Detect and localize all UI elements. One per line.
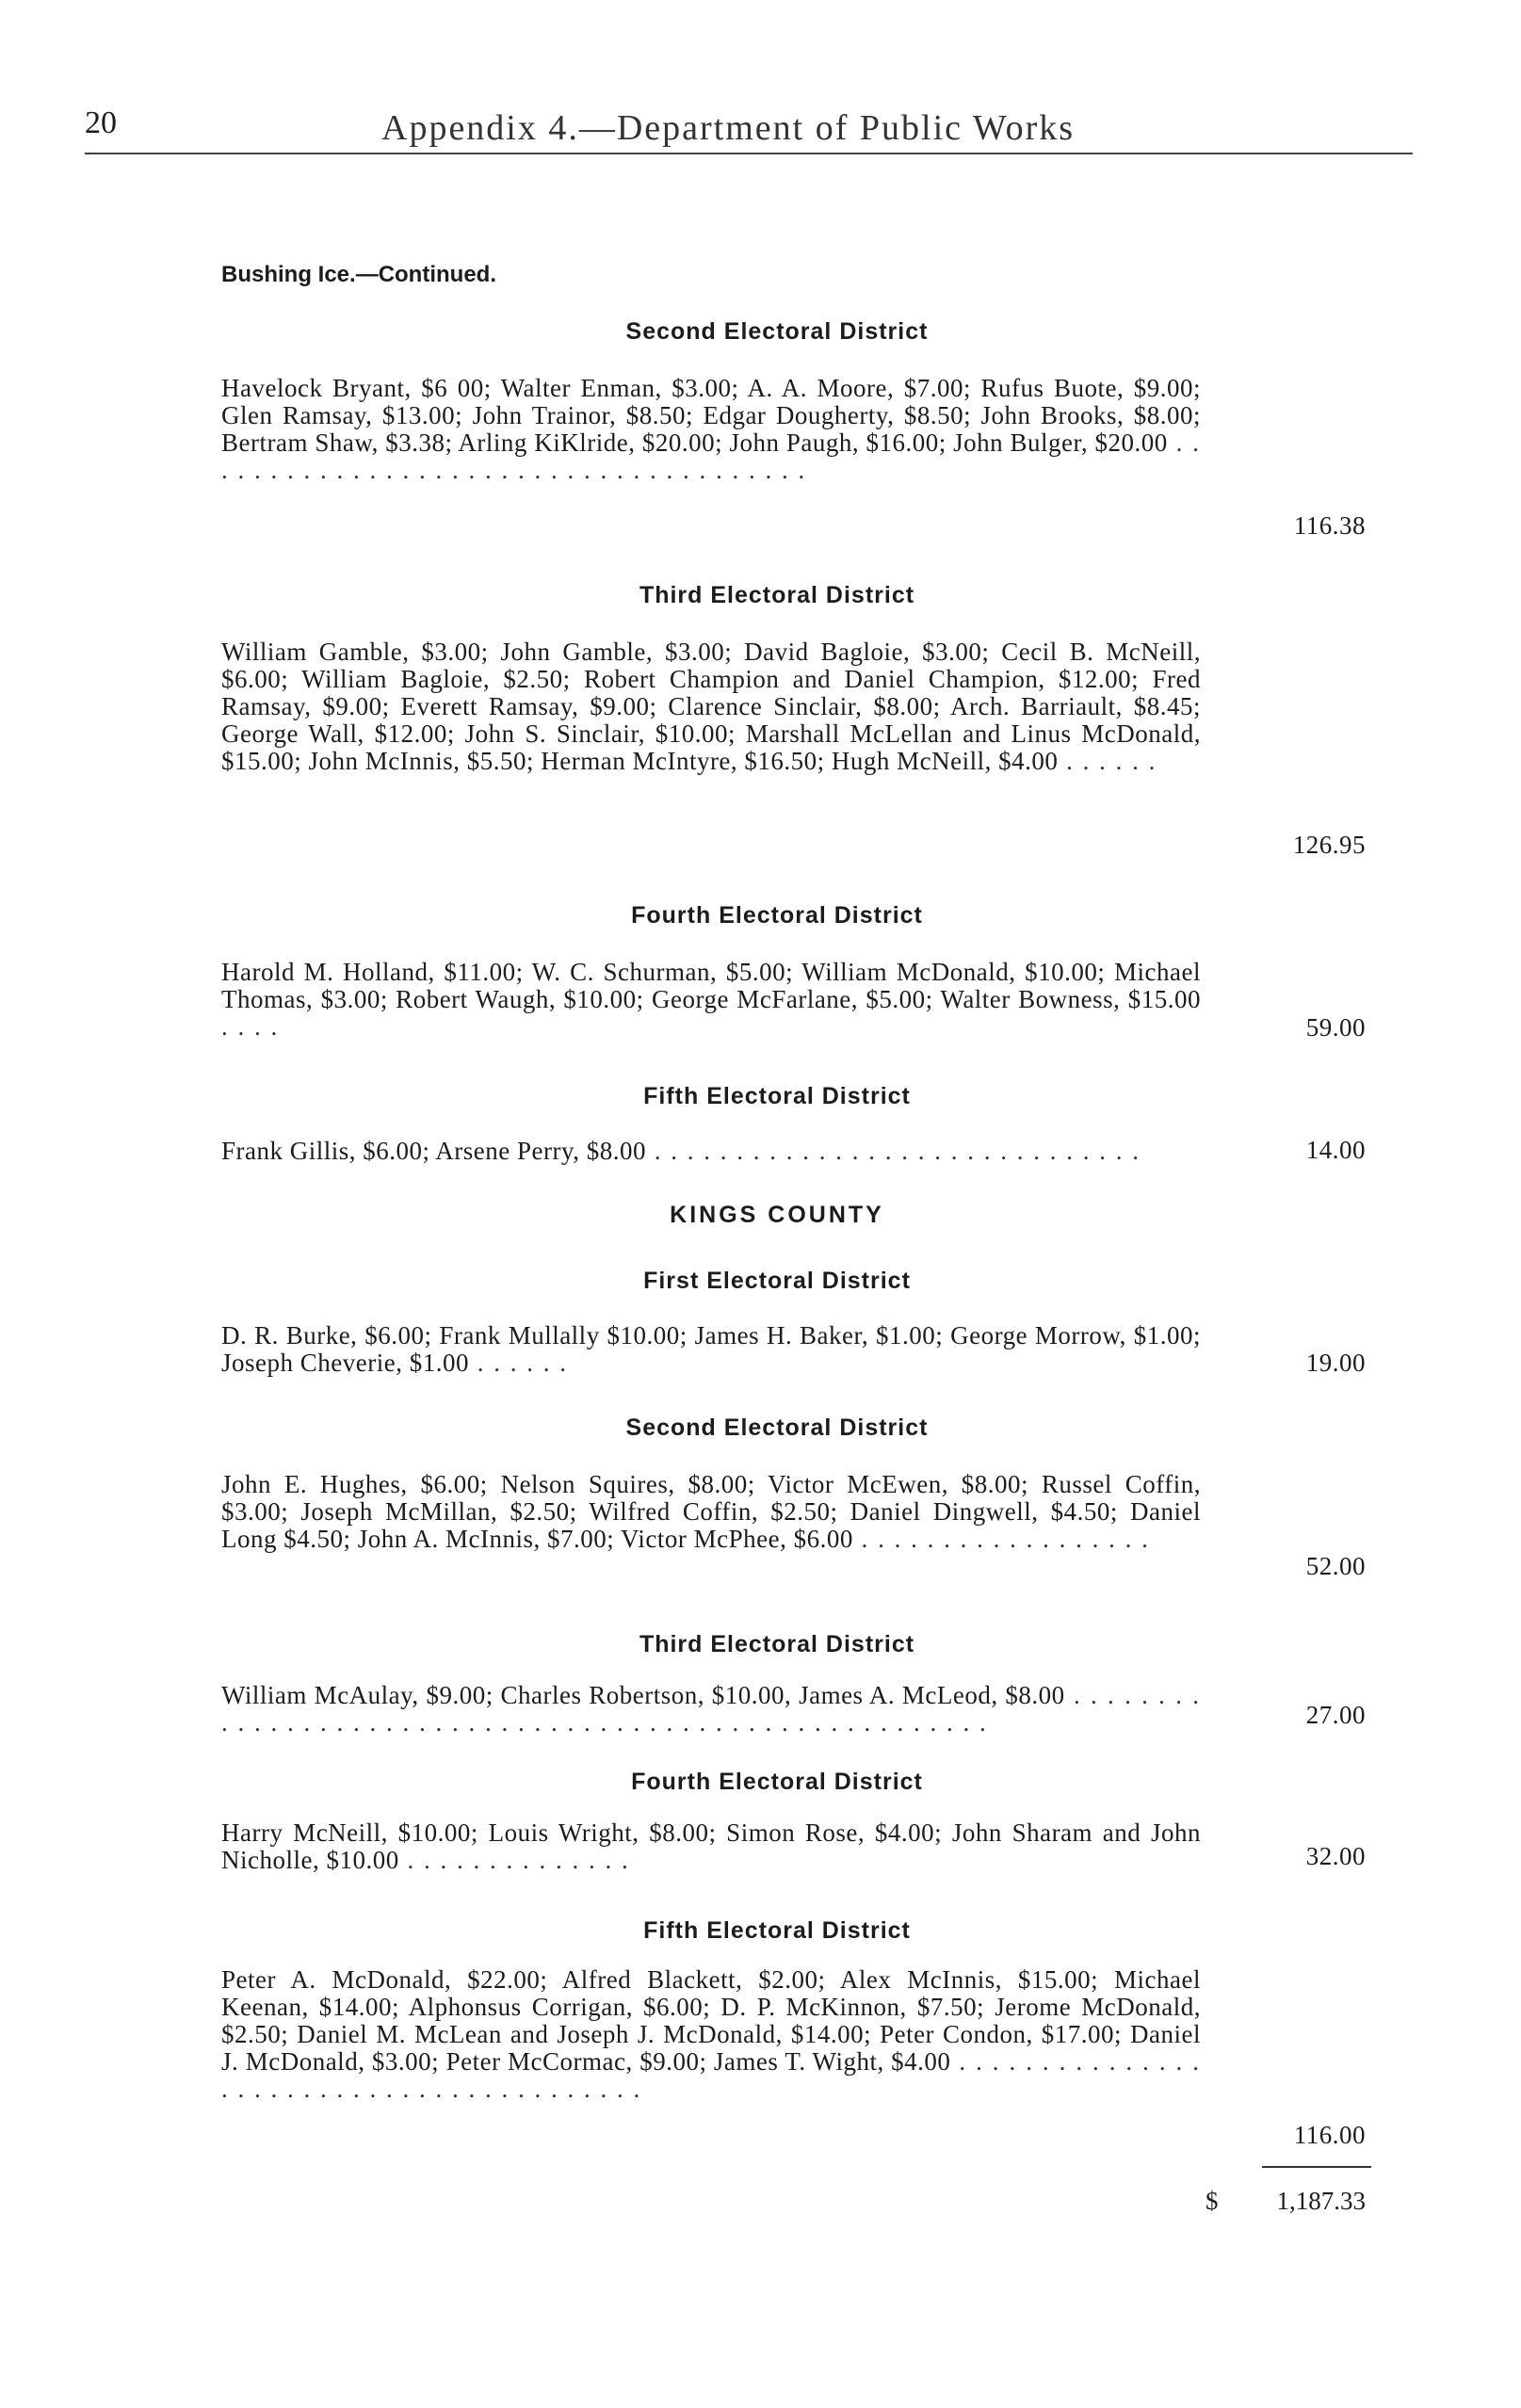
- running-head: Appendix 4.—Department of Public Works: [381, 108, 1076, 148]
- entry-amount: 19.00: [1305, 1349, 1366, 1377]
- dot-leader: . . . . . . . . . . . . . . . . . . . . . . . . . . . . . . . . . . . . . . . . .: [221, 2047, 1201, 2103]
- total-rule: [1262, 2166, 1371, 2168]
- entry-names: William McAulay, $9.00; Charles Robertson, $10.00, James A. McLeod, $8.00: [221, 1681, 1065, 1709]
- total-currency: $: [1205, 2187, 1219, 2215]
- county-heading: KINGS COUNTY: [670, 1202, 884, 1228]
- page-header: [85, 105, 1413, 154]
- entry-names: Harold M. Holland, $11.00; W. C. Schurman, $5.00; William McDonald, $10.00; Michael Thomas, $3.00; Robert Waugh, $10.00; George McFarlane, $5.00; Walter Bowness, $15.00: [221, 958, 1201, 1013]
- section-heading: Third Electoral District: [639, 582, 915, 608]
- section-heading: Third Electoral District: [639, 1631, 915, 1657]
- dot-leader: . . . . . . . . . . . . . . . . . . . . . . . . . . . . . .: [645, 1137, 1141, 1165]
- entry-amount: 27.00: [1305, 1701, 1366, 1729]
- section-heading: Fifth Electoral District: [643, 1083, 911, 1109]
- entry-amount: 116.38: [1293, 511, 1366, 540]
- section-heading: Fourth Electoral District: [631, 1769, 923, 1795]
- entry-text: [221, 1966, 1201, 2103]
- entry-amount: 52.00: [1305, 1552, 1366, 1580]
- entry-amount: 126.95: [1292, 831, 1366, 859]
- page-number: 20: [85, 105, 117, 140]
- total-amount: 1,187.33: [1276, 2187, 1366, 2215]
- dot-leader: . . . . . . . . . . . . . . . . . . . . . . . . . . . . . . . . . . . . . .: [221, 428, 1201, 484]
- entry-text: [221, 375, 1201, 484]
- entry-text: [221, 1819, 1201, 1874]
- dot-leader: . . . . . . . . . . . . . . . . . . . . . . . . . . . . . . . . . . . . . . . . . . . . . . . . . . . . . . .: [221, 1681, 1202, 1737]
- entry-names: D. R. Burke, $6.00; Frank Mullally $10.00; James H. Baker, $1.00; George Morrow, $1.00; Joseph Cheverie, $1.00: [221, 1321, 1201, 1377]
- entry-names: Havelock Bryant, $6 00; Walter Enman, $3.00; A. A. Moore, $7.00; Rufus Buote, $9.00; Glen Ramsay, $13.00; John Trainor, $8.50; Edgar Dougherty, $8.50; John Brooks, $8.00; Bertram Shaw, $3.38; Arling KiKlride, $20.00; John Paugh, $16.00; John Bulger, $20.00: [221, 374, 1201, 457]
- section-heading: First Electoral District: [643, 1268, 911, 1294]
- entry-text: [221, 1471, 1201, 1553]
- entry-names: William Gamble, $3.00; John Gamble, $3.00; David Bagloie, $3.00; Cecil B. McNeill, $6.00; William Bagloie, $2.50; Robert Champion and Daniel Champion, $12.00; Fred Ramsay, $9.00; Everett Ramsay, $9.00; Clarence Sinclair, $8.00; Arch. Barriault, $8.45; George Wall, $12.00; John S. Sinclair, $10.00; Marshall McLellan and Linus McDonald, $15.00; John McInnis, $5.50; Herman McIntyre, $16.50; Hugh McNeill, $4.00: [221, 638, 1201, 775]
- section-heading: Second Electoral District: [625, 1414, 929, 1441]
- dot-leader: . . . . . .: [1058, 747, 1157, 775]
- entry-text: [221, 1322, 1201, 1377]
- section-heading: Second Electoral District: [625, 318, 929, 345]
- entry-names: Frank Gillis, $6.00; Arsene Perry, $8.00: [221, 1137, 646, 1165]
- section-heading: Fourth Electoral District: [631, 902, 923, 929]
- dot-leader: . . . . . . . . . . . . . .: [398, 1846, 630, 1874]
- dot-leader: . . . .: [221, 1012, 280, 1041]
- dot-leader: . . . . . . . . . . . . . . . . . .: [852, 1525, 1150, 1553]
- dot-leader: . . . . . .: [468, 1349, 568, 1377]
- entry-text: [221, 638, 1201, 775]
- entry-amount: 14.00: [1305, 1136, 1366, 1164]
- entry-amount: 116.00: [1293, 2121, 1366, 2149]
- entry-text: [221, 1682, 1201, 1737]
- entry-amount: 32.00: [1305, 1842, 1366, 1870]
- entry-names: Peter A. McDonald, $22.00; Alfred Blackett, $2.00; Alex McInnis, $15.00; Michael Keenan, $14.00; Alphonsus Corrigan, $6.00; D. P. McKinnon, $7.50; Jerome McDonald, $2.50; Daniel M. McLean and Joseph J. McDonald, $14.00; Peter Condon, $17.00; Daniel J. McDonald, $3.00; Peter McCormac, $9.00; James T. Wight, $4.00: [221, 1965, 1201, 2076]
- entry-text: [221, 1138, 1201, 1165]
- continued-heading: Bushing Ice.—Continued.: [221, 262, 496, 287]
- entry-amount: 59.00: [1305, 1013, 1366, 1042]
- entry-text: [221, 959, 1201, 1041]
- entry-names: John E. Hughes, $6.00; Nelson Squires, $8.00; Victor McEwen, $8.00; Russel Coffin, $3.00; Joseph McMillan, $2.50; Wilfred Coffin, $2.50; Daniel Dingwell, $4.50; Daniel Long $4.50; John A. McInnis, $7.00; Victor McPhee, $6.00: [221, 1470, 1201, 1553]
- section-heading: Fifth Electoral District: [643, 1917, 911, 1944]
- entry-names: Harry McNeill, $10.00; Louis Wright, $8.00; Simon Rose, $4.00; John Sharam and John Nicholle, $10.00: [221, 1818, 1201, 1874]
